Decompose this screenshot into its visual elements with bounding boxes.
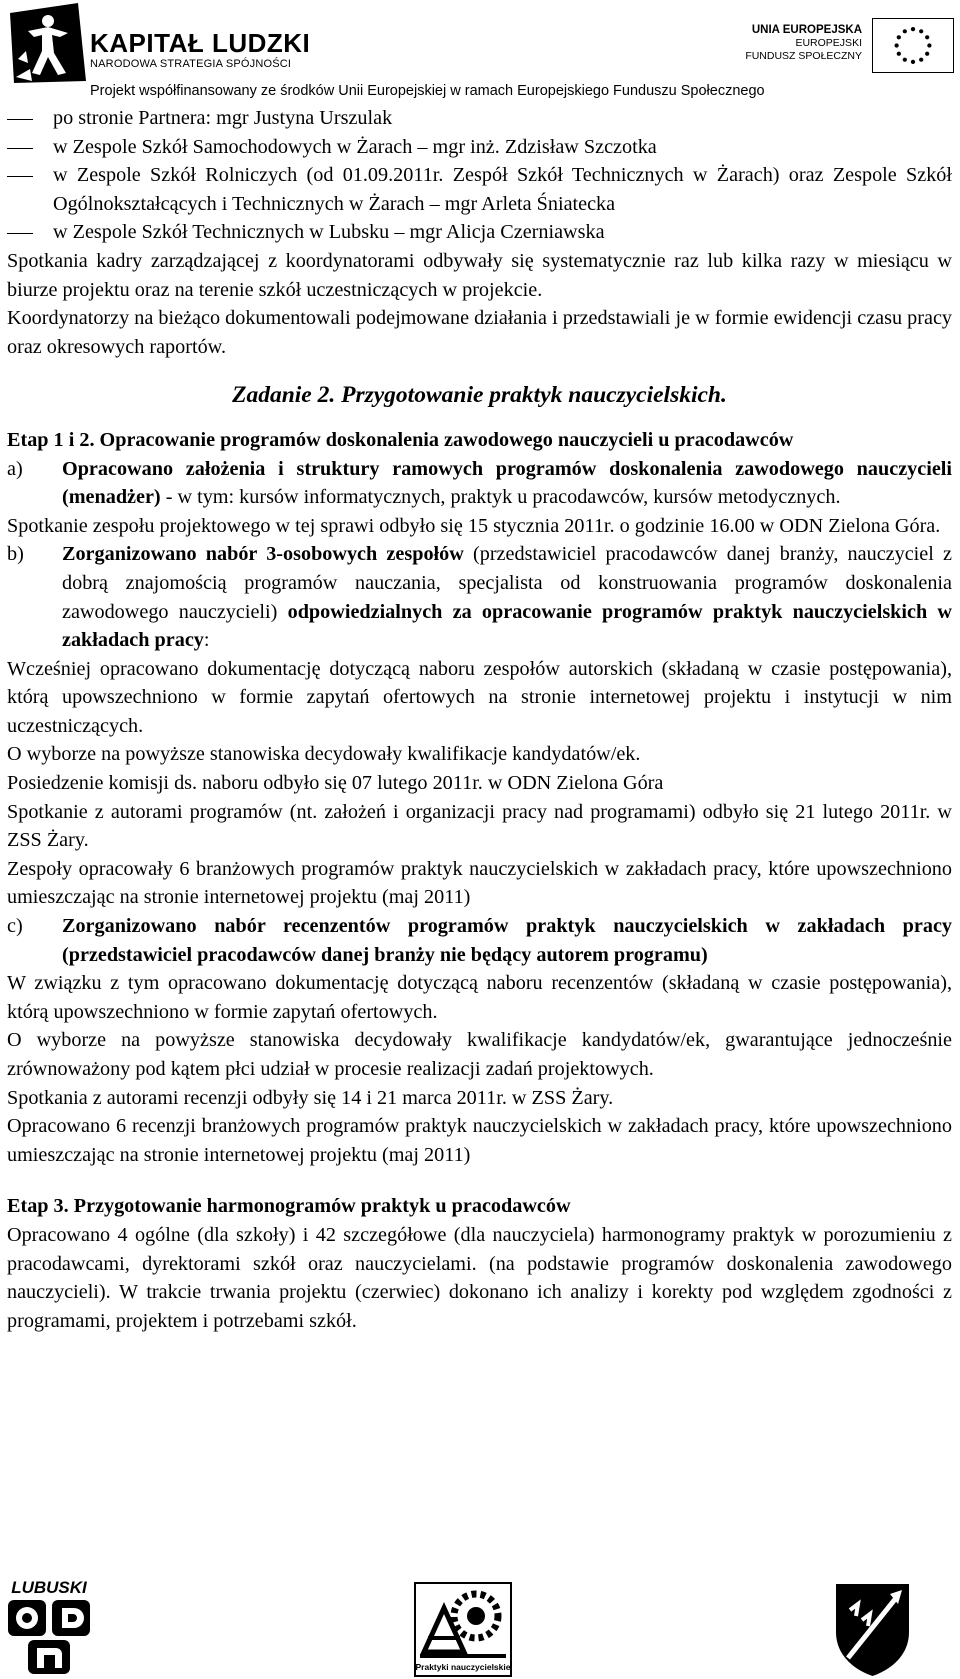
eu-star-icon [897,52,901,56]
paragraph: Spotkanie zespołu projektowego w tej sprawi odbyło się 15 stycznia 2011r. o godzinie 16.00 w ODN Zielona Góra. [7,514,941,537]
eu-star-icon [925,52,929,56]
eu-star-icon [919,58,923,62]
paragraph: Opracowano 6 recenzji branżowych programów praktyk nauczycielskich w zakładach pracy, które upowszechniono umieszczając na stronie internetowej projektu (maj 2011) [7,1115,952,1166]
item-a-bold: Opracowano założenia i struktury ramowych programów doskonalenia zawodowego nauczycieli (menadżer) [62,457,952,509]
item-b-text: (przedstawiciel pracodawców danej branży, nauczyciel z dobrą znajomością programów nauczania, specjalista od konstruowania programów doskonalenia zawodowego nauczycieli) [62,543,952,623]
eu-star-icon [903,58,907,62]
kapital-ludzki-logo [8,3,88,83]
lubuski-logo-text: LUBUSKI [11,1578,87,1597]
eu-star-icon [894,43,898,47]
dash-item: po stronie Partnera: mgr Justyna Urszulak [7,104,952,133]
etap-3-heading: Etap 3. Przygotowanie harmonogramów praktyk u pracodawców [7,1195,571,1218]
list-marker: b) [7,543,24,566]
lubuski-odn-logo [4,1578,94,1676]
list-item-b [7,540,952,654]
paragraph: O wyborze na powyższe stanowiska decydowały kwalifikacje kandydatów/ek. [7,743,641,766]
document-body [7,104,952,1335]
eu-line-2: EUROPEJSKI [795,37,862,49]
eu-star-icon [903,29,907,33]
coat-of-arms-logo [830,1580,915,1678]
item-c-bold: Zorganizowano nabór recenzentów programów praktyk nauczycielskich w zakładach pracy (przedstawiciel pracodawców danej branży nie będący autorem programu) [62,915,952,966]
eu-star-icon [919,29,923,33]
paragraph: W związku z tym opracowano dokumentację dotyczącą naboru recenzentów (składaną w czasie postępowania), którą upowszechniono w formie zapytań ofertowych. [7,972,952,1023]
eu-text [745,24,862,63]
logo-subtitle: NARODOWA STRATEGIA SPÓJNOŚCI [90,58,292,70]
section-heading: Zadanie 2. Przygotowanie praktyk nauczycielskich. [232,382,727,409]
list-item-a [7,455,952,512]
paragraph: Spotkania z autorami recenzji odbyły się 14 i 21 marca 2011r. w ZSS Żary. [7,1086,614,1109]
eu-line-3: FUNDUSZ SPOŁECZNY [745,50,862,62]
list-item-c [7,912,952,969]
item-b-bold-2: odpowiedzialnych za opracowanie programów praktyk nauczycielskich w zakładach pracy [62,600,953,652]
paragraph: Wcześniej opracowano dokumentację dotyczącą naboru zespołów autorskich (składaną w czasie postępowania), którą upowszechniono w formie zapytań ofertowych na stronie internetowej projektu i instytucji w nim uczestniczących. [7,657,952,737]
list-marker: a) [7,457,23,480]
paragraph: Spotkanie z autorami programów (nt. założeń i organizacji pracy nad programami) odbyło się 21 lutego 2011r. w ZSS Żary. [7,800,952,852]
logo-title: KAPITAŁ LUDZKI [90,28,311,58]
page-footer [0,1578,960,1679]
paragraph: O wyborze na powyższe stanowiska decydowały kwalifikacje kandydatów/ek, gwarantujące jednocześnie zrównoważony pod kątem płci udział w procesie realizacji zadań projektowych. [7,1029,952,1080]
paragraph: Zespoły opracowały 6 branżowych programów praktyk nauczycielskich w zakładach pracy, które upowszechniono umieszczając na stronie internetowej projektu (maj 2011) [7,857,952,909]
paragraph: Opracowano 4 ogólne (dla szkoły) i 42 szczegółowe (dla nauczyciela) harmonogramy praktyk w porozumieniu z pracodawcami, dyrektorami szkół oraz nauczycielami. (na podstawie programów doskonalenia zawodowego nauczycieli). W trakcie trwania projektu (czerwiec) dokonano ich analizy i korekty pod względem zgodności z programami, projektem i potrzebami szkół. [7,1223,952,1332]
eu-star-icon [911,60,915,64]
eu-star-icon [925,35,929,39]
dash-item: w Zespole Szkół Rolniczych (od 01.09.2011r. Zespół Szkół Technicznych w Żarach) oraz Zespole Szkół Ogólnokształcących i Technicznych w Żarach – mgr Arleta Śniatecka [7,161,952,218]
eu-line-1: UNIA EUROPEJSKA [751,24,862,36]
list-marker: c) [7,915,23,938]
dash-item: w Zespole Szkół Technicznych w Lubsku – mgr Alicja Czerniawska [7,218,952,247]
eu-star-icon [927,43,931,47]
item-a-text: - w tym: kursów informatycznych, praktyk u pracodawców, kursów metodycznych. [160,486,841,509]
paragraph: Posiedzenie komisji ds. naboru odbyło się 07 lutego 2011r. w ODN Zielona Góra [7,772,664,795]
praktyki-logo-text: Praktyki nauczycielskie [415,1662,511,1672]
eu-star-icon [897,35,901,39]
project-funding-line: Projekt współfinansowany ze środków Unii Europejskiej w ramach Europejskiego Funduszu Społecznego [90,83,765,99]
paragraph: Spotkania kadry zarządzającej z koordynatorami odbywały się systematycznie raz lub kilka razy w miesiącu w biurze projektu oraz na terenie szkół uczestniczących w projekcie. [7,249,952,301]
etap-1-2-heading: Etap 1 i 2. Opracowanie programów doskonalenia zawodowego nauczycieli u pracodawców [7,428,794,451]
page-header [0,0,960,100]
eu-flag-icon [872,18,954,73]
praktyki-nauczycielskie-logo [414,1582,512,1677]
item-b-end: : [203,629,210,652]
paragraph: Koordynatorzy na bieżąco dokumentowali podejmowane działania i przedstawiali je w formie ewidencji czasu pracy oraz okresowych raportów. [7,307,952,358]
dash-item: w Zespole Szkół Samochodowych w Żarach – mgr inż. Zdzisław Szczotka [7,133,952,162]
eu-star-icon [911,27,915,31]
item-b-bold: Zorganizowano nabór 3-osobowych zespołów [62,543,464,566]
